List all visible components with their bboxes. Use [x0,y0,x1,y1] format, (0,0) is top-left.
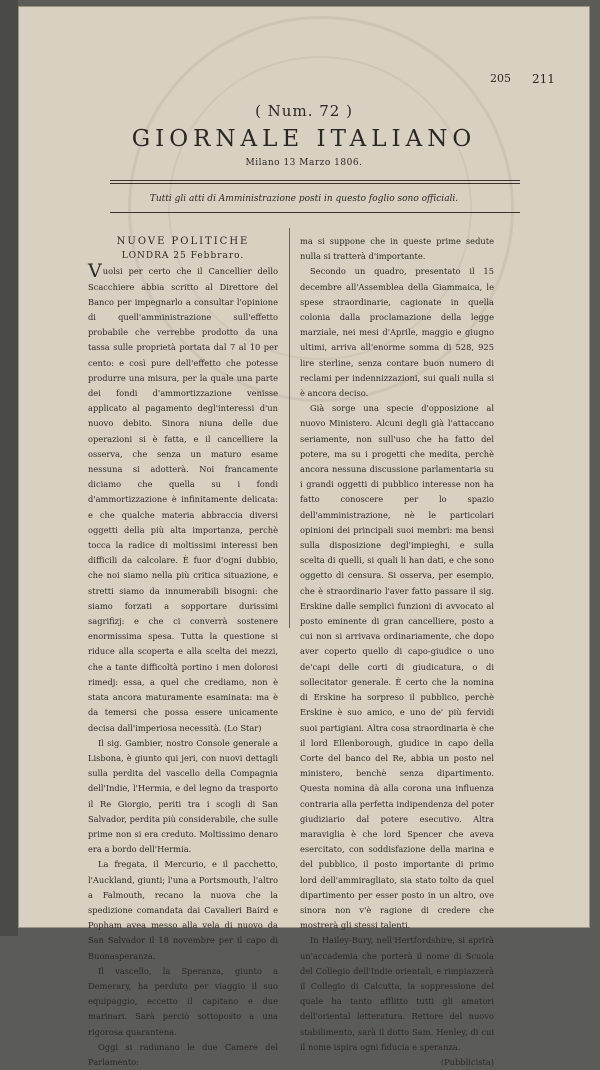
header-rule-double [110,183,520,184]
header-rule-bottom [110,212,520,213]
header-rule-top [110,180,520,181]
article-paragraph: Oggi si radunano le due Camere del Parlamento: [88,1041,278,1067]
article-paragraph: Già sorge una specie d'opposizione al nuovo Ministero. Alcuni degli già l'attaccano seriamente, non sull'uso che ha fatto del potere, ma su i progetti che medita, perchè ancora nessuna discussione parlamentaria su i grandi oggetti di pubblico interesse non ha fatto conoscere per lo spazio dell'amministrazione, nè le particolari opinioni dei principali suoi membri: ma bensì sulla disposizione degl'impieghi, e sulla scelta di quelli, si quali li han dati, e che sono oggetto di censura. Si osserva, per esempio, che è straordinario l'aver fatto passare il sig. Erskine dalle semplici funzioni di avvocato al posto eminente di gran cancelliere, posto a cui non si arrivava ordinariamente, che dopo aver coperto quello di capo-giudice o uno de'capi delle corti di giudicatura, o di sollecitator generale. È certo che la nomina di Erskine ha sorpreso il pubblico, perchè Erskine è suo amico, e uno de' più fervidi suoi partigiani. Altra cosa straordinaria è che il lord Ellenborough, giudice in capo della Corte del banco del Re, abbia un posto nel ministero, benchè senza dipartimento. Questa nomina dà alla corona una influenza contraria alla perfetta indipendenza del poter giudiziario dal potere esecutivo. Altra maraviglia è che lord Spencer che aveva esercitato, con soddisfazione della marina e del pubblico, il posto importante di primo lord dell'ammiragliato, sia stato tolto da quel dipartimento per esser posto in un altro, ove sinora non v'è ragione di credere che mostrerà gli stessi talenti. [300,403,494,931]
issue-number: ( Num. 72 ) [255,102,353,120]
article-paragraph: Il vascello, la Speranza, giunto a Demerary, ha perduto per viaggio il suo equipaggio, eccetto il capitano e due marinari. Sarà perciò sottoposto a una rigorosa quarantena. [88,965,278,1037]
newspaper-title: GIORNALE ITALIANO [131,126,477,152]
article-signature: (Pubblicista) [440,1056,494,1067]
page-number: 211 [532,72,555,86]
dateline: Milano 13 Marzo 1806. [245,158,363,168]
left-column [88,234,278,1070]
article-paragraph: Vuolsi per certo che il Cancellier dello Scacchiere abbia scritto al Direttore del Banco per impegnarlo a consultar l'opinione di quell'amministrazione sull'effetto probabile che verrebbe prodotto da una tassa sulle proprietà portata dal 7 al 10 per cento: e così pure dell'effetto che potesse produrre una misura, per la quale una parte dei fondi d'ammortizzazione venisse applicato al pagamento degl'interessi d'un nuovo debito. Sinora niuna delle due operazioni si è fatta, e il cancelliere la osserva, che senza un maturo esame nessuna si adotterà. Noi francamente diciamo che quella su i fondi d'ammortizzazione è infinitamente delicata: e che qualche materia abbraccia diversi oggetti della più alta importanza, perchè tocca la radice di moltissimi interessi ben difficili da calcolare. È fuor d'ogni dubbio, che noi siamo nella più critica situazione, e stretti siamo da innumerabili bisogni: che siamo forzati a sopportare durissimi sagrifizj: e che ci converrà sostenere enormissima spesa. Tutta la questione si riduce alla scoperta e alla scelta dei mezzi, che a tante difficoltà portino i men dolorosi rimedj: essa, a quel che crediamo, non è stata ancora maturamente esaminata: ma è da temersi che possa essere unicamente decisa dall'imperiosa necessità. (Lo Star) [88,260,278,733]
article-paragraph: Il sig. Gambier, nostro Console generale a Lisbona, è giunto qui jeri, con nuovi dettagli sulla perdita del vascello della Compagnia dell'Indie, l'Hermia, e del legno da trasporto il Re Giorgio, periti tra i scogli di San Salvador, perdita più considerabile, che sulle prime non si era creduto. Moltissimo denaro era a bordo dell'Hermia. [88,737,278,855]
article-paragraph: La fregata, il Mercurio, e il pacchetto, l'Auckland, giunti; l'una a Portsmouth, l'altro a Falmouth, recano la nuova che la spedizione comandata dai Cavalieri Baird e Popham avea messo alla vela di nuovo da San Salvador il 18 novembre per il capo di Buonasperanza. [88,859,278,961]
section-title: NUOVE POLITICHE [116,236,250,247]
london-subhead: LONDRA 25 Febbraro. [121,251,245,262]
article-paragraph: Secondo un quadro, presentato il 15 decembre all'Assemblea della Giammaica, le spese straordinarie, cagionate in quella colonia dalla proclamazione della legge marziale, nei mesi d'Aprile, maggio e giugno ultimi, arriva all'enorme somma di 528, 925 lire sterline, senza contare buon numero di reclami per indennizzazioni, sui quali nulla si è ancora deciso. [300,266,494,399]
right-column [300,234,494,1070]
stamp-number: 205 [490,72,511,85]
newspaper-page [18,6,590,1067]
column-divider [289,228,290,628]
official-notice: Tutti gli atti di Amministrazione posti in questo foglio sono officiali. [149,194,459,204]
scan-background-edge [0,0,18,936]
article-paragraph: ma si suppone che in queste prime sedute nulla si tratterà d'importante. [300,236,494,262]
article-paragraph: In Hailey-Bury, nell'Hertfordshire, si aprirà un'accademia che porterà il nome di Scuola del Collegio dell'Indie orientali, e rimpiazzerà il Collegio di Calcutta, la soppressione del quale ha tanto afflitto tutti gli amatori dell'oriental letteratura. Rettore del nuovo stabilimento, sarà il dotto Sam. Henley, di cui il nome ispira ogni fiducia e speranza. [300,935,494,1052]
